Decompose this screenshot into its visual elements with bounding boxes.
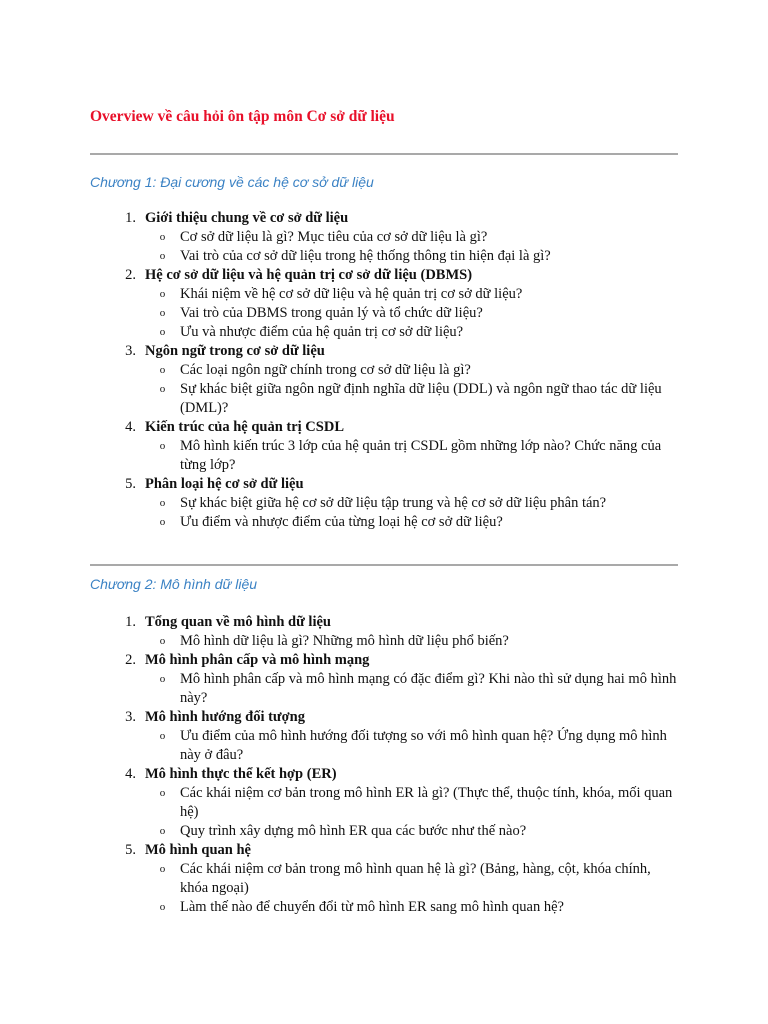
- sub-question: [108, 513, 678, 532]
- sub-question-text: Vai trò của cơ sở dữ liệu trong hệ thống thông tin hiện đại là gì?: [180, 248, 551, 264]
- circle-bullet-icon: o: [159, 231, 166, 243]
- list-item-number: 1.: [125, 210, 136, 226]
- list-item-title: Kiến trúc của hệ quản trị CSDL: [145, 419, 344, 435]
- list-item: [108, 708, 678, 765]
- list-item-heading: [108, 418, 678, 437]
- circle-bullet-icon: o: [159, 383, 166, 395]
- sub-question-text: Các khái niệm cơ bản trong mô hình quan hệ là gì? (Bảng, hàng, cột, khóa chính, khóa ngoại): [180, 861, 651, 896]
- list-item-number: 4.: [125, 419, 136, 435]
- list-item-heading: [108, 613, 678, 632]
- sub-question: [108, 437, 678, 475]
- sub-question-text: Vai trò của DBMS trong quản lý và tổ chức dữ liệu?: [180, 305, 483, 321]
- sub-question: [108, 361, 678, 380]
- list-item-number: 3.: [125, 343, 136, 359]
- sub-question: [108, 247, 678, 266]
- sub-question: [108, 304, 678, 323]
- list-item-heading: [108, 475, 678, 494]
- page-title: Overview về câu hỏi ôn tập môn Cơ sở dữ liệu: [90, 108, 395, 125]
- sub-question-text: Mô hình dữ liệu là gì? Những mô hình dữ liệu phổ biến?: [180, 633, 509, 649]
- sub-question-text: Các loại ngôn ngữ chính trong cơ sở dữ liệu là gì?: [180, 362, 471, 378]
- list-item: [108, 765, 678, 841]
- chapter-heading: Chương 1: Đại cương về các hệ cơ sở dữ liệu: [90, 174, 374, 190]
- divider: [90, 153, 678, 155]
- list-item-number: 1.: [125, 614, 136, 630]
- circle-bullet-icon: o: [159, 787, 166, 799]
- circle-bullet-icon: o: [159, 326, 166, 338]
- list-item: [108, 475, 678, 532]
- sub-question-text: Quy trình xây dựng mô hình ER qua các bước như thế nào?: [180, 823, 527, 839]
- list-item-title: Hệ cơ sở dữ liệu và hệ quản trị cơ sở dữ liệu (DBMS): [145, 267, 473, 283]
- sub-question: [108, 228, 678, 247]
- sub-question: [108, 494, 678, 513]
- sub-question: [108, 898, 678, 917]
- divider: [90, 564, 678, 566]
- sub-question: [108, 323, 678, 342]
- sub-question: [108, 380, 678, 418]
- list-item-heading: [108, 342, 678, 361]
- sub-question-text: Làm thế nào để chuyển đổi từ mô hình ER sang mô hình quan hệ?: [180, 899, 564, 915]
- list-item-heading: [108, 209, 678, 228]
- list-item: [108, 418, 678, 475]
- sub-question: [108, 822, 678, 841]
- sub-question: [108, 784, 678, 822]
- circle-bullet-icon: o: [159, 825, 166, 837]
- sub-question: [108, 285, 678, 304]
- list-item-title: Phân loại hệ cơ sở dữ liệu: [145, 476, 304, 492]
- list-item-number: 2.: [125, 267, 136, 283]
- circle-bullet-icon: o: [159, 250, 166, 262]
- circle-bullet-icon: o: [159, 673, 166, 685]
- sub-question-text: Sự khác biệt giữa hệ cơ sở dữ liệu tập trung và hệ cơ sở dữ liệu phân tán?: [180, 495, 607, 511]
- circle-bullet-icon: o: [159, 497, 166, 509]
- circle-bullet-icon: o: [159, 364, 166, 376]
- sub-question-text: Cơ sở dữ liệu là gì? Mục tiêu của cơ sở dữ liệu là gì?: [180, 229, 488, 245]
- circle-bullet-icon: o: [159, 307, 166, 319]
- list-item-title: Mô hình phân cấp và mô hình mạng: [145, 652, 370, 668]
- sub-question: [108, 670, 678, 708]
- list-item-title: Giới thiệu chung về cơ sở dữ liệu: [145, 210, 349, 226]
- list-item-title: Ngôn ngữ trong cơ sở dữ liệu: [145, 343, 325, 359]
- sub-question: [108, 727, 678, 765]
- list-item: [108, 266, 678, 342]
- list-item-number: 2.: [125, 652, 136, 668]
- list-item: [108, 342, 678, 418]
- list-item-title: Tổng quan về mô hình dữ liệu: [145, 614, 331, 630]
- circle-bullet-icon: o: [159, 516, 166, 528]
- sub-question-text: Khái niệm về hệ cơ sở dữ liệu và hệ quản trị cơ sở dữ liệu?: [180, 286, 523, 302]
- list-item-number: 3.: [125, 709, 136, 725]
- sub-question-text: Ưu điểm của mô hình hướng đối tượng so với mô hình quan hệ? Ứng dụng mô hình này ở đâu?: [180, 728, 667, 763]
- sub-question-text: Ưu điểm và nhược điểm của từng loại hệ cơ sở dữ liệu?: [180, 514, 503, 530]
- sub-question-text: Sự khác biệt giữa ngôn ngữ định nghĩa dữ liệu (DDL) và ngôn ngữ thao tác dữ liệu (DML)?: [180, 381, 662, 416]
- circle-bullet-icon: o: [159, 635, 166, 647]
- list-item-number: 4.: [125, 766, 136, 782]
- chapter-list: [108, 613, 678, 917]
- sub-question-text: Ưu và nhược điểm của hệ quản trị cơ sở dữ liệu?: [180, 324, 464, 340]
- sub-question-text: Mô hình phân cấp và mô hình mạng có đặc điểm gì? Khi nào thì sử dụng hai mô hình này?: [180, 671, 677, 706]
- list-item-heading: [108, 266, 678, 285]
- circle-bullet-icon: o: [159, 440, 166, 452]
- chapter-list: [108, 209, 678, 532]
- list-item: [108, 209, 678, 266]
- sub-question-text: Mô hình kiến trúc 3 lớp của hệ quản trị CSDL gồm những lớp nào? Chức năng của từng lớp?: [180, 438, 662, 473]
- sub-question: [108, 860, 678, 898]
- list-item: [108, 651, 678, 708]
- list-item-title: Mô hình hướng đối tượng: [145, 709, 305, 725]
- chapter-heading: Chương 2: Mô hình dữ liệu: [90, 576, 258, 592]
- circle-bullet-icon: o: [159, 863, 166, 875]
- circle-bullet-icon: o: [159, 901, 166, 913]
- list-item-title: Mô hình thực thể kết hợp (ER): [145, 766, 337, 782]
- list-item: [108, 613, 678, 651]
- list-item-number: 5.: [125, 842, 136, 858]
- list-item-heading: [108, 708, 678, 727]
- list-item-heading: [108, 765, 678, 784]
- list-item-title: Mô hình quan hệ: [145, 842, 251, 858]
- circle-bullet-icon: o: [159, 288, 166, 300]
- list-item: [108, 841, 678, 917]
- list-item-heading: [108, 651, 678, 670]
- list-item-number: 5.: [125, 476, 136, 492]
- list-item-heading: [108, 841, 678, 860]
- circle-bullet-icon: o: [159, 730, 166, 742]
- sub-question-text: Các khái niệm cơ bản trong mô hình ER là gì? (Thực thể, thuộc tính, khóa, mối quan hệ): [180, 785, 673, 820]
- sub-question: [108, 632, 678, 651]
